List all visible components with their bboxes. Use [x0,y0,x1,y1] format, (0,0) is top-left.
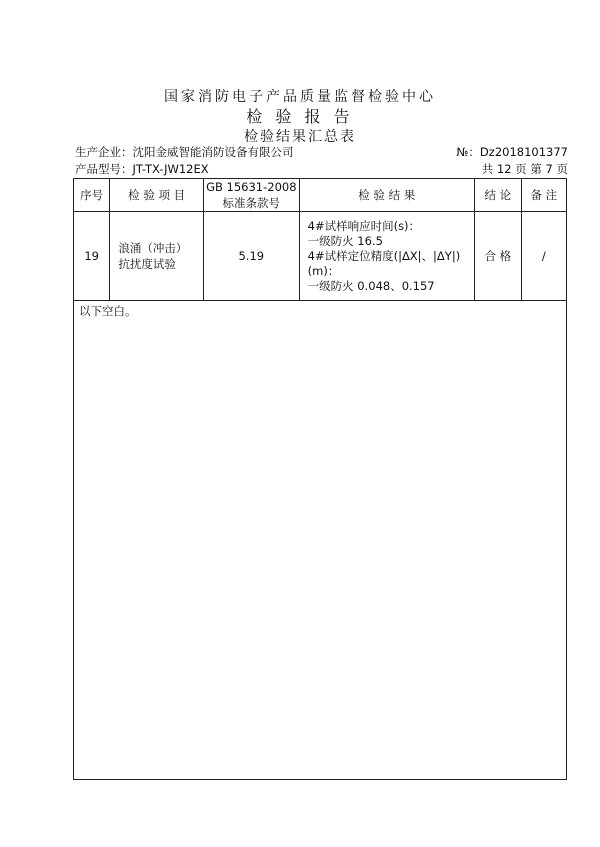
row-result [299,212,474,301]
row-item-line: 抗扰度试验 [118,257,176,271]
header-conclusion: 结 论 [474,179,521,212]
header-item: 检 验 项 目 [110,179,204,212]
table-row [74,212,566,301]
results-table [74,179,566,301]
result-line: 一级防火 0.048、0.157 [307,278,435,293]
table-header-row [74,179,566,212]
row-item-line: 浪涌（冲击） [118,241,188,255]
results-frame [73,178,567,780]
row-item [110,212,204,301]
page-indicator: 共 12 页 第 7 页 [481,162,568,176]
result-line: 4#试样响应时间(s)： [307,218,421,233]
row-clause: 5.19 [203,212,299,301]
header-clause-label: 标准条款号 [222,196,281,210]
result-line: 一级防火 16.5 [307,233,383,248]
header-remark: 备 注 [521,179,566,212]
manufacturer: 生产企业：沈阳金威智能消防设备有限公司 [75,145,294,159]
result-line: (m)： [307,263,340,278]
row-conclusion: 合 格 [474,212,521,301]
result-line: 4#试样定位精度(|ΔX|、|ΔY|) [307,248,461,263]
row-index: 19 [74,212,110,301]
row-remark: / [521,212,566,301]
blank-below-note: 以下空白。 [79,304,137,318]
summary-title: 检验结果汇总表 [244,129,356,145]
header-clause [203,179,299,212]
inspection-center-name: 国家消防电子产品质量监督检验中心 [164,89,436,105]
report-title: 检 验 报 告 [246,107,354,126]
header-result: 检 验 结 果 [299,179,474,212]
report-number: №：Dz2018101377 [456,145,568,159]
header-index: 序号 [74,179,110,212]
product-model: 产品型号：JT-TX-JW12EX [75,162,209,176]
header-clause-standard: GB 15631-2008 [206,180,297,194]
